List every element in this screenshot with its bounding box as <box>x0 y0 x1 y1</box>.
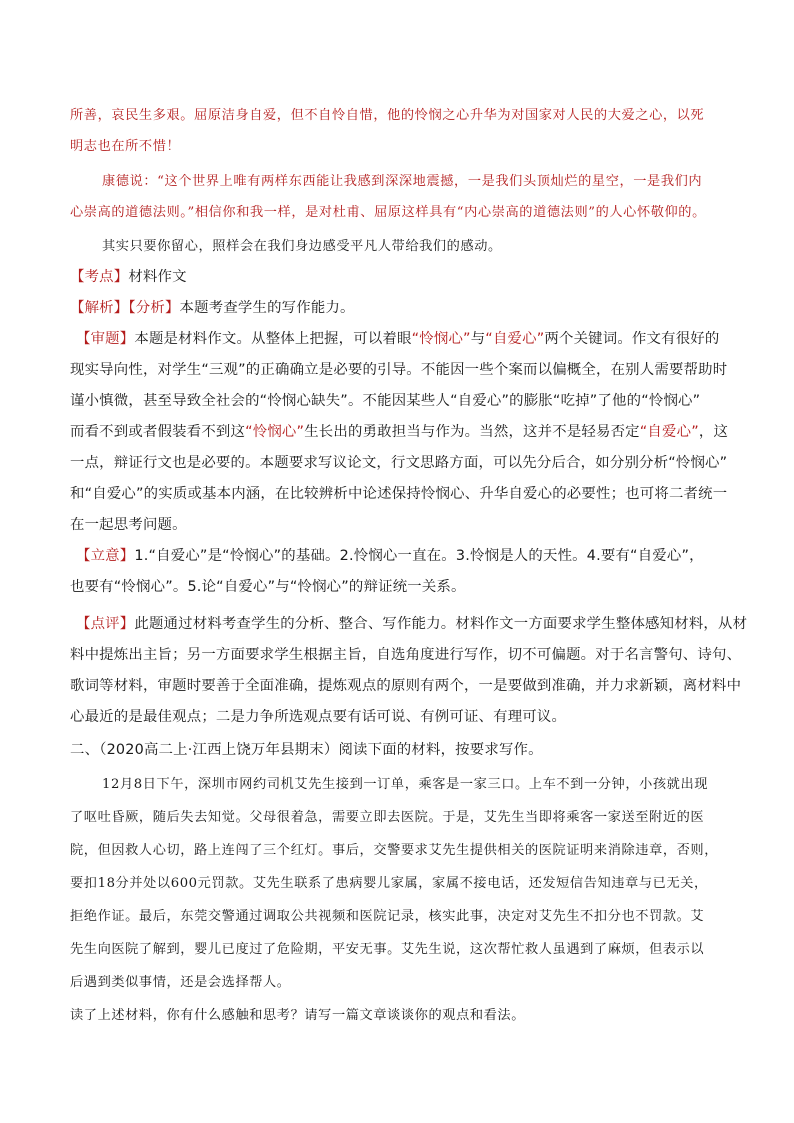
liyi-line: 也要有“怜悯心”。5.论“自爱心”与“怜悯心”的辩证统一关系。 <box>70 579 466 595</box>
essay-line: 其实只要你留心，照样会在我们身边感受平凡人带给我们的感动。 <box>102 239 502 254</box>
dianping-line: 料中提炼出主旨；另一方面要求学生根据主旨，自选角度进行写作，切不可偏题。对于名言警句、诗句、 <box>70 647 742 663</box>
shenti-text: 而看不到或者假装看不到这 <box>70 424 246 440</box>
shenti-text: 本题是材料作文。从整体上把握，可以着眼 <box>134 331 412 347</box>
kaodian-text: 材料作文 <box>128 269 187 285</box>
material-line: 12月8日下午，深圳市网约司机艾先生接到一订单，乘客是一家三口。上车不到一分钟，小孩就出现 <box>102 777 709 792</box>
essay-text: 心崇高的道德法则。”相信你和我一样，是对杜甫、屈原这样具有 <box>70 205 457 220</box>
shenti-line: 一点，辩证行文也是必要的。本题要求写议论文，行文思路方面，可以先分后合，如分别分析“怜悯心” <box>70 455 728 471</box>
material-line: 院，但因救人心切，路上连闯了三个红灯。事后，交警要求艾先生提供相关的医院证明来消除违章，否则， <box>70 843 719 858</box>
essay-text: 的人心怀敬仰的。 <box>595 205 706 220</box>
dianping-line <box>76 612 747 633</box>
material-line: 拒绝作证。最后，东莞交警通过调取公共视频和医院记录，核实此事，决定对艾先生不扣分也不罚款。艾 <box>70 909 705 924</box>
dianping-text: 此题通过材料考查学生的分析、整合、写作能力。材料作文一方面要求学生整体感知材料，从材 <box>134 616 748 632</box>
shenti-text: 与 <box>470 331 486 347</box>
shenti-line: 谨小慎微，甚至导致全社会的“怜悯心缺失”。不能因某些人“自爱心”的膨胀“吃掉”了他的“怜悯心” <box>70 393 701 409</box>
writing-prompt: 读了上述材料，你有什么感触和思考？请写一篇文章谈谈你的观点和看法。 <box>70 1008 525 1023</box>
kaodian-line <box>70 265 187 286</box>
essay-line <box>70 201 706 220</box>
shenti-tag: 【审题】 <box>76 331 135 347</box>
shenti-text: ，这 <box>698 424 729 440</box>
jiexi-line <box>70 296 355 317</box>
essay-line: 明志也在所不惜！ <box>70 139 181 154</box>
keyword: “怜悯心” <box>245 424 305 440</box>
shenti-line: 和“自爱心”的实质或基本内涵，在比较辨析中论述保持怜悯心、升华自爱心的必要性；也可将二者统一 <box>70 486 728 502</box>
dianping-line: 歌词等材料，审题时要善于全面准确，提炼观点的原则有两个，一是要做到准确，并力求新颖，离材料中 <box>70 678 742 694</box>
essay-line: 康德说：“这个世界上唯有两样东西能让我感到深深地震撼，一是我们头顶灿烂的星空，一是我们内 <box>102 174 703 189</box>
material-line: 后遇到类似事情，还是会选择帮人。 <box>70 975 291 990</box>
dianping-line: 心最近的是最佳观点；二是力争所选观点要有话可说、有例可证、有理可议。 <box>70 709 567 725</box>
essay-quote: “内心崇高的道德法则” <box>456 205 596 220</box>
keyword: “怜悯心” <box>411 331 471 347</box>
shenti-line <box>70 420 728 441</box>
keyword: “自爱心” <box>485 331 545 347</box>
liyi-tag: 【立意】 <box>76 548 135 564</box>
keyword: “自爱心” <box>639 424 699 440</box>
liyi-text: 1.“自爱心”是“怜悯心”的基础。2.怜悯心一直在。3.怜悯是人的天性。4.要有“自爱心”， <box>134 548 704 564</box>
essay-line: 所善，哀民生多艰。屈原洁身自爱，但不自怜自惜，他的怜悯之心升华为对国家对人民的大爱之心，以死 <box>70 108 705 123</box>
shenti-line <box>76 327 719 348</box>
shenti-line: 现实导向性，对学生“三观”的正确确立是必要的引导。不能因一些个案而以偏概全，在别人需要帮助时 <box>70 362 728 378</box>
shenti-text: 生长出的勇敢担当与作为。当然，这并不是轻易否定 <box>304 424 640 440</box>
shenti-line: 在一起思考问题。 <box>70 517 187 533</box>
material-line: 要扣18分并处以600元罚款。艾先生联系了患病婴儿家属，家属不接电话，还发短信告知违章与已无关， <box>70 876 708 891</box>
material-line: 了呕吐昏厥，随后失去知觉。父母很着急，需要立即去医院。于是，艾先生当即将乘客一家送至附近的医 <box>70 810 705 825</box>
shenti-text: 两个关键词。作文有很好的 <box>544 331 720 347</box>
material-line: 先生向医院了解到，婴儿已度过了危险期，平安无事。艾先生说，这次帮忙救人虽遇到了麻烦，但表示以 <box>70 942 705 957</box>
question-heading: 二、（2020高二上·江西上饶万年县期末）阅读下面的材料，按要求写作。 <box>70 742 543 758</box>
kaodian-tag: 【考点】 <box>70 269 129 285</box>
dianping-tag: 【点评】 <box>76 616 135 632</box>
jiexi-text: 本题考查学生的写作能力。 <box>179 300 355 316</box>
jiexi-tag: 【解析】 <box>70 300 129 316</box>
fenxi-tag: 【分析】 <box>128 300 180 316</box>
liyi-line <box>76 544 704 565</box>
